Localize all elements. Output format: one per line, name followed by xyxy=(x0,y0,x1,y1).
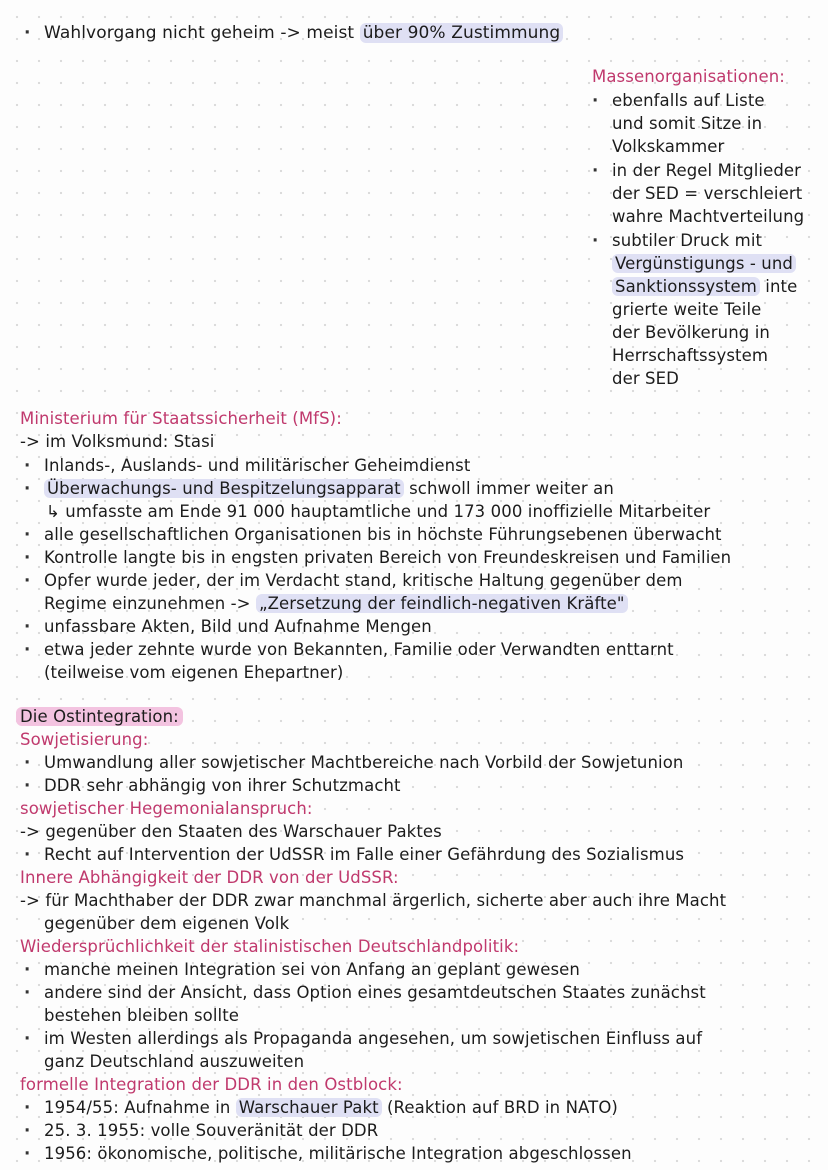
ost-line: · DDR sehr abhängig von ihrer Schutzmacht xyxy=(44,775,401,796)
mfs-text: schwoll immer weiter an xyxy=(403,479,614,498)
massen-title: Massenorganisationen: xyxy=(592,67,785,86)
ost-subheading: Innere Abhängigkeit der DDR von der UdSSR: xyxy=(20,868,399,887)
intro-highlight: über 90% Zustimmung xyxy=(360,23,564,43)
mfs-line: -> im Volksmund: Stasi xyxy=(20,432,215,451)
ost-line: -> für Machthaber der DDR zwar manchmal ärgerlich, sicherte aber auch ihre Macht xyxy=(20,891,727,910)
intro-text: Wahlvorgang nicht geheim -> meist xyxy=(44,23,360,43)
ost-text: 1954/55: Aufnahme in xyxy=(44,1098,236,1117)
ost-line: · manche meinen Integration sei von Anfang an geplant gewesen xyxy=(44,959,580,980)
massen-line: der Bevölkerung in xyxy=(612,323,770,342)
massen-line: · ebenfalls auf Liste xyxy=(612,90,765,111)
massen-line: · subtiler Druck mit xyxy=(612,230,762,251)
massen-line: wahre Machtverteilung xyxy=(612,207,805,226)
mfs-line: (teilweise vom eigenen Ehepartner) xyxy=(44,663,344,682)
ost-line: · 25. 3. 1955: volle Souveränität der DDR xyxy=(44,1120,378,1141)
ost-line: gegenüber dem eigenen Volk xyxy=(44,914,290,933)
massen-line xyxy=(612,253,796,274)
ost-line: · Umwandlung aller sowjetischer Machtbereiche nach Vorbild der Sowjetunion xyxy=(44,752,683,773)
massen-highlight: Vergünstigungs - und xyxy=(612,254,796,273)
massen-line: Volkskammer xyxy=(612,137,725,156)
mfs-line: · Opfer wurde jeder, der im Verdacht stand, kritische Haltung gegenüber dem xyxy=(44,570,683,591)
ost-line xyxy=(44,1097,618,1118)
massen-text: inte xyxy=(759,277,798,296)
ost-line: · 1956: ökonomische, politische, militärische Integration abgeschlossen xyxy=(44,1143,632,1164)
massen-line: Herrschaftssystem xyxy=(612,346,769,365)
massen-line: der SED = verschleiert xyxy=(612,184,803,203)
mfs-line: · alle gesellschaftlichen Organisationen bis in höchste Führungsebenen überwacht xyxy=(44,524,722,545)
mfs-text: Regime einzunehmen -> xyxy=(44,594,256,613)
massen-line: der SED xyxy=(612,369,679,388)
ost-line: bestehen bleiben sollte xyxy=(44,1006,240,1025)
massen-line: · in der Regel Mitglieder xyxy=(612,160,801,181)
ost-text: (Reaktion auf BRD in NATO) xyxy=(381,1098,618,1117)
ost-line: -> gegenüber den Staaten des Warschauer Paktes xyxy=(20,822,442,841)
ost-line: · im Westen allerdings als Propaganda angesehen, um sowjetischen Einfluss auf xyxy=(44,1028,702,1049)
ost-subheading: sowjetischer Hegemonialanspruch: xyxy=(20,799,313,818)
ost-line: · Recht auf Intervention der UdSSR im Falle einer Gefährdung des Sozialismus xyxy=(44,844,684,865)
mfs-line xyxy=(44,593,628,614)
mfs-line xyxy=(44,478,614,499)
ost-title-line xyxy=(16,706,183,727)
mfs-line: ↳ umfasste am Ende 91 000 hauptamtliche und 173 000 inoffizielle Mitarbeiter xyxy=(46,502,711,521)
massen-line: grierte weite Teile xyxy=(612,300,762,319)
mfs-highlight: Überwachungs- und Bespitzelungsapparat xyxy=(44,479,404,498)
ost-highlight: Warschauer Pakt xyxy=(236,1098,382,1117)
ost-line: ganz Deutschland auszuweiten xyxy=(44,1052,305,1071)
mfs-line: · etwa jeder zehnte wurde von Bekannten, Familie oder Verwandten enttarnt xyxy=(44,639,674,660)
ost-subheading: Sowjetisierung: xyxy=(20,730,149,749)
mfs-title: Ministerium für Staatssicherheit (MfS): xyxy=(20,409,342,428)
ost-subheading: formelle Integration der DDR in den Ostblock: xyxy=(20,1075,403,1094)
intro-line xyxy=(44,23,563,44)
mfs-line: · Kontrolle langte bis in engsten privaten Bereich von Freundeskreisen und Familien xyxy=(44,547,731,568)
ost-title: Die Ostintegration: xyxy=(16,707,183,726)
massen-line: und somit Sitze in xyxy=(612,114,763,133)
mfs-line: · Inlands-, Auslands- und militärischer Geheimdienst xyxy=(44,455,470,476)
massen-line xyxy=(612,276,797,297)
ost-subheading: Wiedersprüchlichkeit der stalinistischen Deutschlandpolitik: xyxy=(20,937,520,956)
mfs-highlight: „Zersetzung der feindlich-negativen Kräfte" xyxy=(256,594,628,613)
mfs-line: · unfassbare Akten, Bild und Aufnahme Mengen xyxy=(44,616,432,637)
massen-highlight: Sanktionssystem xyxy=(612,277,760,296)
ost-line: · andere sind der Ansicht, dass Option eines gesamtdeutschen Staates zunächst xyxy=(44,982,706,1003)
